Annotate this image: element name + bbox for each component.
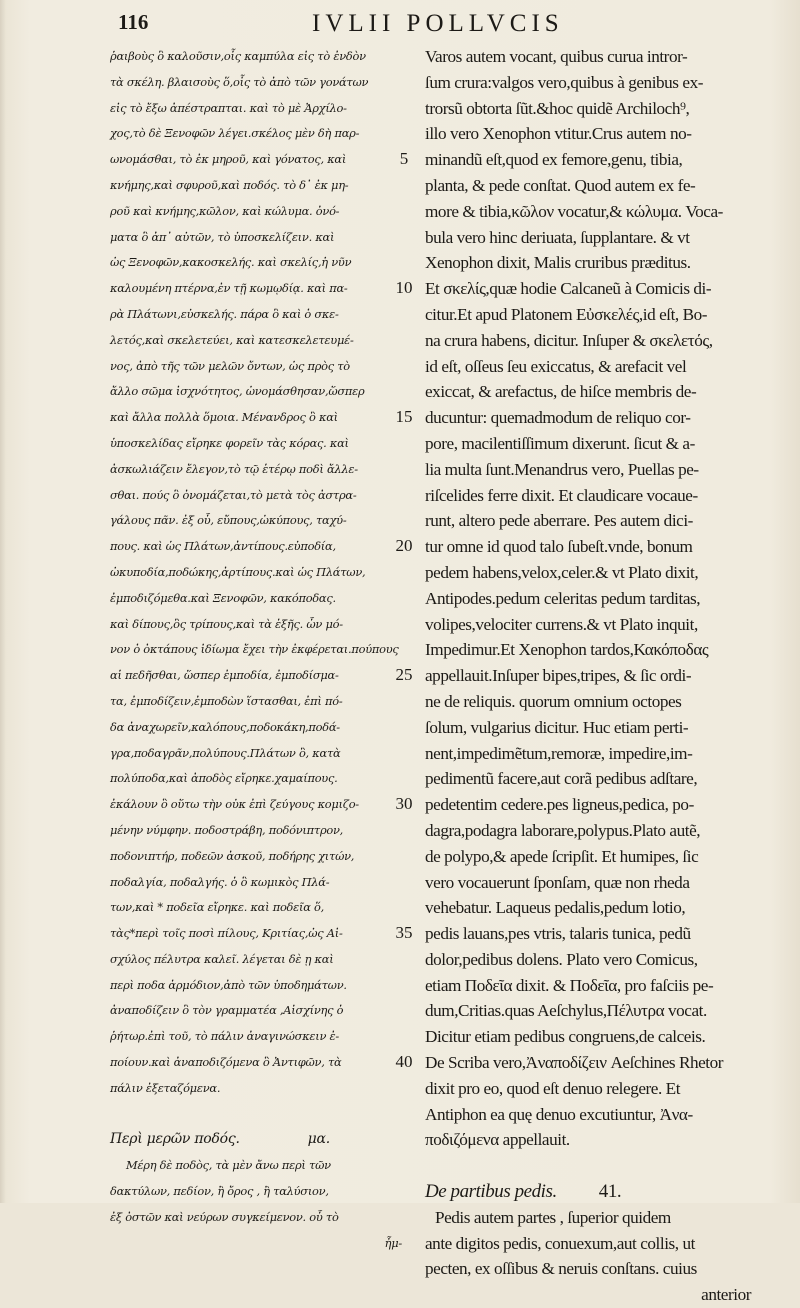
text-line: ποδαλγία, ποδαλγής. ὁ ὃ κωμικὸς Πλά- — [110, 874, 330, 889]
text-line: τὰ σκέλη. βλαισοὺς ὅ,οἷς τὸ ἀπὸ τῶν γονάτων — [110, 74, 369, 89]
text-line: pedimentũ facere,aut corã pedibus adſtare, — [425, 769, 698, 789]
text-line: ſum crura:valgos vero,quibus à genibus ex- — [425, 72, 703, 92]
text-line: De Scriba vero,Ἀναποδίζειν Aeſchines Rhetor — [425, 1053, 724, 1073]
section-heading — [425, 1179, 775, 1205]
text-line: nent,impedimẽtum,remoræ, impedire,im- — [425, 743, 693, 763]
text-line: pore, macilentiſſimum dixerunt. ſicut & a- — [425, 433, 695, 453]
section-title: Περὶ μερῶν ποδός. — [110, 1131, 240, 1148]
text-line: ρὰ Πλάτωνι,εὐσκελής. πάρα ὃ καὶ ὁ σκε- — [110, 306, 339, 321]
running-title: IVLII POLLVCIS — [312, 10, 564, 37]
text-line: ducuntur: quemadmodum de reliquo cor- — [425, 408, 691, 428]
text-line: ματα ὃ ἀπ᾽ αὐτῶν, τὸ ὑποσκελίζειν. καὶ — [110, 229, 335, 244]
page-number: 116 — [118, 10, 149, 34]
text-line: των,καὶ * ποδεῖα εἴρηκε. καὶ ποδεῖα ὅ, — [110, 900, 325, 915]
text-line: ὑποσκελίδας εἴρηκε φορεῖν τὰς κόρας. καὶ — [110, 435, 349, 450]
text-line: appellauit.Inſuper bipes,tripes, & ſic ordi- — [425, 666, 692, 686]
line-number-marker: 35 — [395, 923, 413, 943]
text-line: exiccat, & arefactus, de hiſce membris de- — [425, 382, 697, 402]
text-line: tur omne id quod talo ſubeſt.vnde, bonum — [425, 537, 693, 557]
text-line: Et σκελίς,quæ hodie Calcaneũ à Comicis di- — [425, 279, 712, 299]
section-number: μα. — [307, 1131, 330, 1148]
text-line: ροῦ καὶ κνήμης,κῶλον, καὶ κώλυμα. ὀνό- — [110, 203, 340, 218]
text-line: bula vero hinc deriuata, ſupplantare. & vt — [425, 227, 690, 247]
text-line: δα ἀναχωρεῖν,καλόπους,ποδοκάκη,ποδά- — [110, 719, 340, 734]
text-line: minandũ eſt,quod ex femore,genu, tibia, — [425, 150, 683, 170]
text-line: Μέρη δὲ ποδὸς, τὰ μὲν ἄνω περὶ τῶν — [126, 1158, 331, 1173]
section-title: De partibus pedis. — [425, 1181, 557, 1203]
text-line: ποδονιπτήρ, ποδεῶν ἀσκοῦ, ποδήρης χιτών, — [110, 848, 355, 863]
text-line: pecten, ex oſſibus & neruis conſtans. cuius — [425, 1259, 697, 1279]
text-line: pedem habens,velox,celer.& vt Plato dixit, — [425, 562, 699, 582]
text-line: δακτύλων, πεδίον, ἢ ὄρος , ἢ ταλύσιον, — [110, 1184, 329, 1199]
line-number-marker: 40 — [395, 1052, 413, 1072]
text-line: Impedimur.Et Xenophon tardos,Κακόποδας — [425, 640, 709, 660]
text-line: Antipodes.pedum celeritas pedum tarditas, — [425, 588, 701, 608]
text-line: πους. καὶ ὡς Πλάτων,ἀντίπους.εὐποδία, — [110, 539, 336, 554]
text-line: id eſt, oſſeus ſeu exiccatus, & arefacit vel — [425, 356, 687, 376]
text-line: runt, altero pede aberrare. Pes autem dici- — [425, 511, 693, 531]
text-line: ἐκάλουν ὃ οὕτω τὴν οὐκ ἐπὶ ζεύγους κομιζο- — [110, 797, 359, 812]
text-line: de polypo,& apede ſcripſit. Et humipes, ſic — [425, 846, 699, 866]
text-line: ποίουν.καὶ ἀναποδιζόμενα ὃ Ἀντιφῶν, τὰ — [110, 1055, 342, 1070]
text-line: dum,Critias.quas Aeſchylus,Πέλυτρα vocat. — [425, 1001, 707, 1021]
latin-text-column — [425, 44, 775, 1308]
text-line: λετός,καὶ σκελετεύει, καὶ κατεσκελετευμέ- — [110, 332, 354, 347]
text-line: ἐμποδιζόμεθα.καὶ Ξενοφῶν, κακόποδας. — [110, 590, 336, 605]
text-line: pedis lauans,pes vtris, talaris tunica, pedũ — [425, 924, 691, 944]
text-line: ἐξ ὀστῶν καὶ νεύρων συγκείμενον. οὗ τὸ — [110, 1209, 339, 1224]
text-line: ἄλλο σῶμα ἰσχνότητος, ὠνομάσθησαν,ὥσπερ — [110, 384, 365, 399]
line-number-gutter — [384, 44, 428, 1164]
text-line: ὡς Ξενοφῶν,κακοσκελής. καὶ σκελίς,ἡ νῦν — [110, 255, 352, 270]
text-line: νον ὁ ὀκτάπους ἰδίωμα ἔχει τὴν ἐκφέρεται.πούπους — [110, 642, 399, 657]
text-line: τὰς*περὶ τοῖς ποσὶ πίλους, Κριτίας,ὡς Αἰ- — [110, 926, 343, 941]
text-line: illo vero Xenophon vtitur.Crus autem no- — [425, 124, 692, 144]
text-line: ἦμ- — [384, 1235, 402, 1250]
text-line: γάλους πᾶν. ἐξ οὗ, εὔπους,ὠκύπους, ταχύ- — [110, 513, 347, 528]
text-line: πολύποδα,καὶ ἀποδὸς εἴρηκε.χαμαίπους. — [110, 771, 338, 786]
text-line: περὶ ποδα ἁρμόδιον,ἀπὸ τῶν ὑποδημάτων. — [110, 977, 347, 992]
text-line: γρα,ποδαγρᾶν,πολύπους.Πλάτων ὃ, κατὰ — [110, 745, 341, 760]
line-number-marker: 25 — [395, 665, 413, 685]
text-line: anterior — [701, 1285, 751, 1305]
text-line: Dicitur etiam pedibus congruens,de calceis. — [425, 1027, 706, 1047]
page-header — [0, 10, 800, 44]
text-line: Varos autem vocant, quibus curua intror- — [425, 47, 688, 66]
text-line: χος,τὸ δὲ Ξενοφῶν λέγει.σκέλος μὲν δὴ παρ- — [110, 126, 360, 141]
text-line: ὠκυποδία,ποδώκης,ἀρτίπους.καὶ ὡς Πλάτων, — [110, 564, 366, 579]
text-line: volipes,velociter currens.& vt Plato inquit, — [425, 614, 698, 634]
section-number: 41. — [598, 1181, 622, 1203]
text-line: Pedis autem partes , ſuperior quidem — [435, 1207, 671, 1227]
text-line: more & tibia,κῶλον vocatur,& κώλυμα. Voca- — [425, 201, 723, 221]
greek-text-column — [110, 44, 406, 1256]
text-line: νος, ἀπὸ τῆς τῶν μελῶν ὄντων, ὡς πρὸς τὸ — [110, 358, 350, 373]
text-line: Xenophon dixit, Malis cruribus præditus. — [425, 253, 691, 273]
text-line: lia multa ſunt.Menandrus vero, Puellas pe- — [425, 459, 699, 479]
line-number-marker: 10 — [395, 278, 413, 298]
text-line: σθαι. πούς ὃ ὀνομάζεται,τὸ μετὰ τὸς ἀστρα- — [110, 487, 357, 502]
text-line: κνήμης,καὶ σφυροῦ,καὶ ποδός. τὸ δ᾽ ἐκ μη- — [110, 177, 349, 192]
line-number-marker: 15 — [395, 407, 413, 427]
text-line: μένην νύμφην. ποδοστράβη, ποδόνιπτρον, — [110, 822, 344, 837]
text-line: na crura habens, dicitur. Inſuper & σκελετός, — [425, 330, 713, 350]
text-line: vero vocauerunt ſponſam, quæ non rheda — [425, 872, 690, 892]
line-number-marker: 30 — [395, 794, 413, 814]
text-line: etiam Ποδεῖα dixit. & Ποδεῖα, pro faſciis pe- — [425, 975, 714, 995]
text-line: τα, ἐμποδίζειν,ἐμποδὼν ἵστασθαι, ἐπὶ πό- — [110, 693, 343, 708]
text-line: citur.Et apud Platonem Εὐσκελές,id eſt, Bo- — [425, 304, 708, 324]
text-line: αἱ πεδῆσθαι, ὥσπερ ἐμποδία, ἐμποδίσμα- — [110, 668, 339, 683]
text-line: ante digitos pedis, conuexum,aut collis, ut — [425, 1233, 695, 1253]
text-line: riſcelides ferre dixit. Et claudicare vocaue- — [425, 485, 698, 505]
text-line: ne de reliquis. quorum omnium octopes — [425, 691, 682, 711]
text-line: πάλιν ἐξεταζόμενα. — [110, 1080, 221, 1095]
text-line: ῥαιβοὺς ὃ καλοῦσιν,οἷς καμπύλα εἰς τὸ ἐνδὸν — [110, 49, 366, 63]
text-line: dolor,pedibus dolens. Plato vero Comicus, — [425, 949, 698, 969]
text-line: ποδιζόμενα appellauit. — [425, 1130, 570, 1150]
text-line: καὶ ἄλλα πολλὰ ὅμοια. Μένανδρος ὃ καὶ — [110, 410, 338, 425]
text-line: σχύλος πέλυτρα καλεῖ. λέγεται δὲ ῃ καὶ — [110, 951, 334, 966]
text-line: ſolum, vulgarius dicitur. Huc etiam perti- — [425, 717, 689, 737]
text-line: planta, & pede conſtat. Quod autem ex fe- — [425, 175, 696, 195]
text-line: dagra,podagra laborare,polypus.Plato autẽ, — [425, 820, 701, 840]
text-line: καὶ δίπους,ὃς τρίπους,καὶ τὰ ἑξῆς. ὧν μό- — [110, 616, 343, 631]
text-line: vehebatur. Laqueus pedalis,pedum lotio, — [425, 898, 686, 918]
text-line: Antiphon ea quę denuo excutiuntur, Ἀνα- — [425, 1104, 693, 1124]
blank-line — [110, 1102, 406, 1128]
text-line: ἀναποδίζειν ὃ τὸν γραμματέα ,Αἰσχίνης ὁ — [110, 1003, 344, 1018]
text-line: καλουμένη πτέρνα,ἐν τῇ κωμῳδίᾳ. καὶ πα- — [110, 281, 348, 296]
text-line: dixit pro eo, quod eſt denuo relegere. Et — [425, 1078, 681, 1098]
section-heading — [110, 1127, 406, 1153]
text-line: trorsũ obtorta ſũt.&hoc quidẽ Archiloch⁹, — [425, 98, 690, 118]
text-line: pedetentim cedere.pes ligneus,pedica, po- — [425, 795, 694, 815]
text-line: ωνομάσθαι, τὸ ἐκ μηροῦ, καὶ γόνατος, καὶ — [110, 152, 347, 167]
line-number-marker: 5 — [399, 149, 409, 169]
text-line: ῥήτωρ.ἐπὶ τοῦ, τὸ πάλιν ἀναγινώσκειν ἐ- — [110, 1029, 340, 1044]
blank-line — [425, 1153, 775, 1179]
line-number-marker: 20 — [395, 536, 413, 556]
text-line: εἰς τὸ ἔξω ἀπέστραπται. καὶ τὸ μὲ Ἀρχίλο- — [110, 100, 347, 115]
text-line: ἀσκωλιάζειν ἔλεγον,τὸ τῷ ἑτέρῳ ποδὶ ἄλλε- — [110, 461, 358, 476]
